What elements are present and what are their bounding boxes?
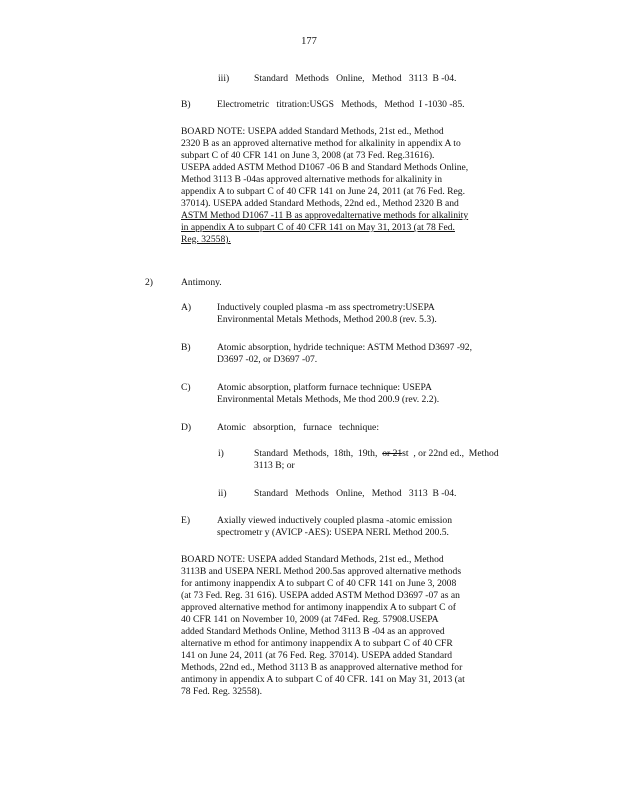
item-2d-i-text-pre: Standard Methods, 18th, 19th,: [254, 448, 383, 459]
item-2c-text: [217, 382, 439, 406]
board-note-1-added-line: ASTM Method D1067 -11 B as approvedalternative methods for alkalinity: [181, 210, 469, 221]
board-note-2-line: alternative m ethod for antimony inappendix A to subpart C of 40 CFR: [181, 638, 453, 649]
item-b-iii-text: Standard Methods Online, Method 3113 B -04.: [254, 73, 457, 84]
item-2d-i-text-post: st , or 22nd ed., Method: [402, 448, 499, 459]
item-2e-line: spectrometr y (AVICP -AES): USEPA NERL Method 200.5.: [217, 527, 449, 538]
board-note-1-line: subpart C of 40 CFR 141 on June 3, 2008 (at 73 Fed. Reg.31616).: [181, 150, 435, 161]
item-2a-label: A): [181, 302, 192, 313]
board-note-2-line: antimony in appendix A to subpart C of 40 CFR. 141 on May 31, 2013 (at: [181, 674, 465, 685]
board-note-2-line: 40 CFR 141 on November 10, 2009 (at 74Fed. Reg. 57908.USEPA: [181, 614, 439, 625]
board-note-2-line: 78 Fed. Reg. 32558).: [181, 686, 263, 697]
item-2a-text: [217, 302, 437, 326]
item-2d-text: Atomic absorption, furnace technique:: [217, 422, 379, 433]
board-note-1-added-line: Reg. 32558).: [181, 234, 231, 245]
section-2-label: 2): [145, 277, 153, 288]
item-2c-line: Atomic absorption, platform furnace technique: USEPA: [217, 382, 432, 393]
board-note-1-line: USEPA added ASTM Method D1067 -06 B and Standard Methods Online,: [181, 162, 469, 173]
item-2d-i-line2: 3113 B; or: [254, 460, 295, 471]
item-2d-i-text: [254, 448, 499, 472]
board-note-1-line: appendix A to subpart C of 40 CFR 141 on June 24, 2011 (at 76 Fed. Reg.: [181, 186, 465, 197]
board-note-2-line: for antimony inappendix A to subpart C of 40 CFR 141 on June 3, 2008: [181, 578, 457, 589]
board-note-1-line: Method 3113 B -04as approved alternative methods for alkalinity in: [181, 174, 443, 185]
item-2b-label: B): [181, 342, 191, 353]
item-2d-ii-text: Standard Methods Online, Method 3113 B -04.: [254, 488, 457, 499]
item-2c-line: Environmental Metals Methods, Me thod 200.9 (rev. 2.2).: [217, 394, 440, 405]
item-2a-line: Inductively coupled plasma -m ass spectrometry:USEPA: [217, 302, 435, 313]
board-note-2-line: 141 on June 24, 2011 (at 76 Fed. Reg. 37014). USEPA added Standard: [181, 650, 453, 661]
item-2e-line: Axially viewed inductively coupled plasma -atomic emission: [217, 515, 452, 526]
board-note-2-line: 3113B and USEPA NERL Method 200.5as approved alternative methods: [181, 566, 462, 577]
board-note-2-line: added Standard Methods Online, Method 3113 B -04 as an approved: [181, 626, 445, 637]
item-2a-line: Environmental Metals Methods, Method 200.8 (rev. 5.3).: [217, 314, 437, 325]
item-2d-label: D): [181, 422, 192, 433]
item-2b-line: Atomic absorption, hydride technique: ASTM Method D3697 -92,: [217, 342, 473, 353]
item-2e-text: [217, 515, 452, 539]
board-note-2-line: BOARD NOTE: USEPA added Standard Methods, 21st ed., Method: [181, 554, 444, 565]
item-2c-label: C): [181, 382, 191, 393]
board-note-2-line: (at 73 Fed. Reg. 31 616). USEPA added ASTM Method D3697 -07 as an: [181, 590, 460, 601]
item-2b-line: D3697 -02, or D3697 -07.: [217, 354, 318, 365]
board-note-2-line: Methods, 22nd ed., Method 3113 B as anapproved alternative method for: [181, 662, 463, 673]
board-note-2: [181, 554, 533, 698]
board-note-1-line: 2320 B as an approved alternative method for alkalinity in appendix A to: [181, 138, 461, 149]
item-b-text: Electrometric titration:USGS Methods, Method I -1030 -85.: [217, 99, 465, 110]
board-note-1-added-line: in appendix A to subpart C of 40 CFR 141 on May 31, 2013 (at 78 Fed.: [181, 222, 455, 233]
board-note-2-line: approved alternative method for antimony inappendix A to subpart C of: [181, 602, 456, 613]
board-note-1-line: BOARD NOTE: USEPA added Standard Methods, 21st ed., Method: [181, 126, 444, 137]
item-2d-i-label: i): [218, 448, 224, 459]
board-note-1-line: 37014). USEPA added Standard Methods, 22nd ed., Method 2320 B and: [181, 198, 459, 209]
board-note-1: [181, 126, 533, 246]
item-2b-text: [217, 342, 472, 366]
item-2d-i-deleted-text: or 21: [382, 448, 403, 459]
page-number: 177: [301, 36, 317, 47]
item-b-iii-label: iii): [218, 73, 230, 84]
item-b-label: B): [181, 99, 191, 110]
item-2d-ii-label: ii): [218, 488, 227, 499]
item-2e-label: E): [181, 515, 191, 526]
section-2-title: Antimony.: [181, 277, 222, 288]
